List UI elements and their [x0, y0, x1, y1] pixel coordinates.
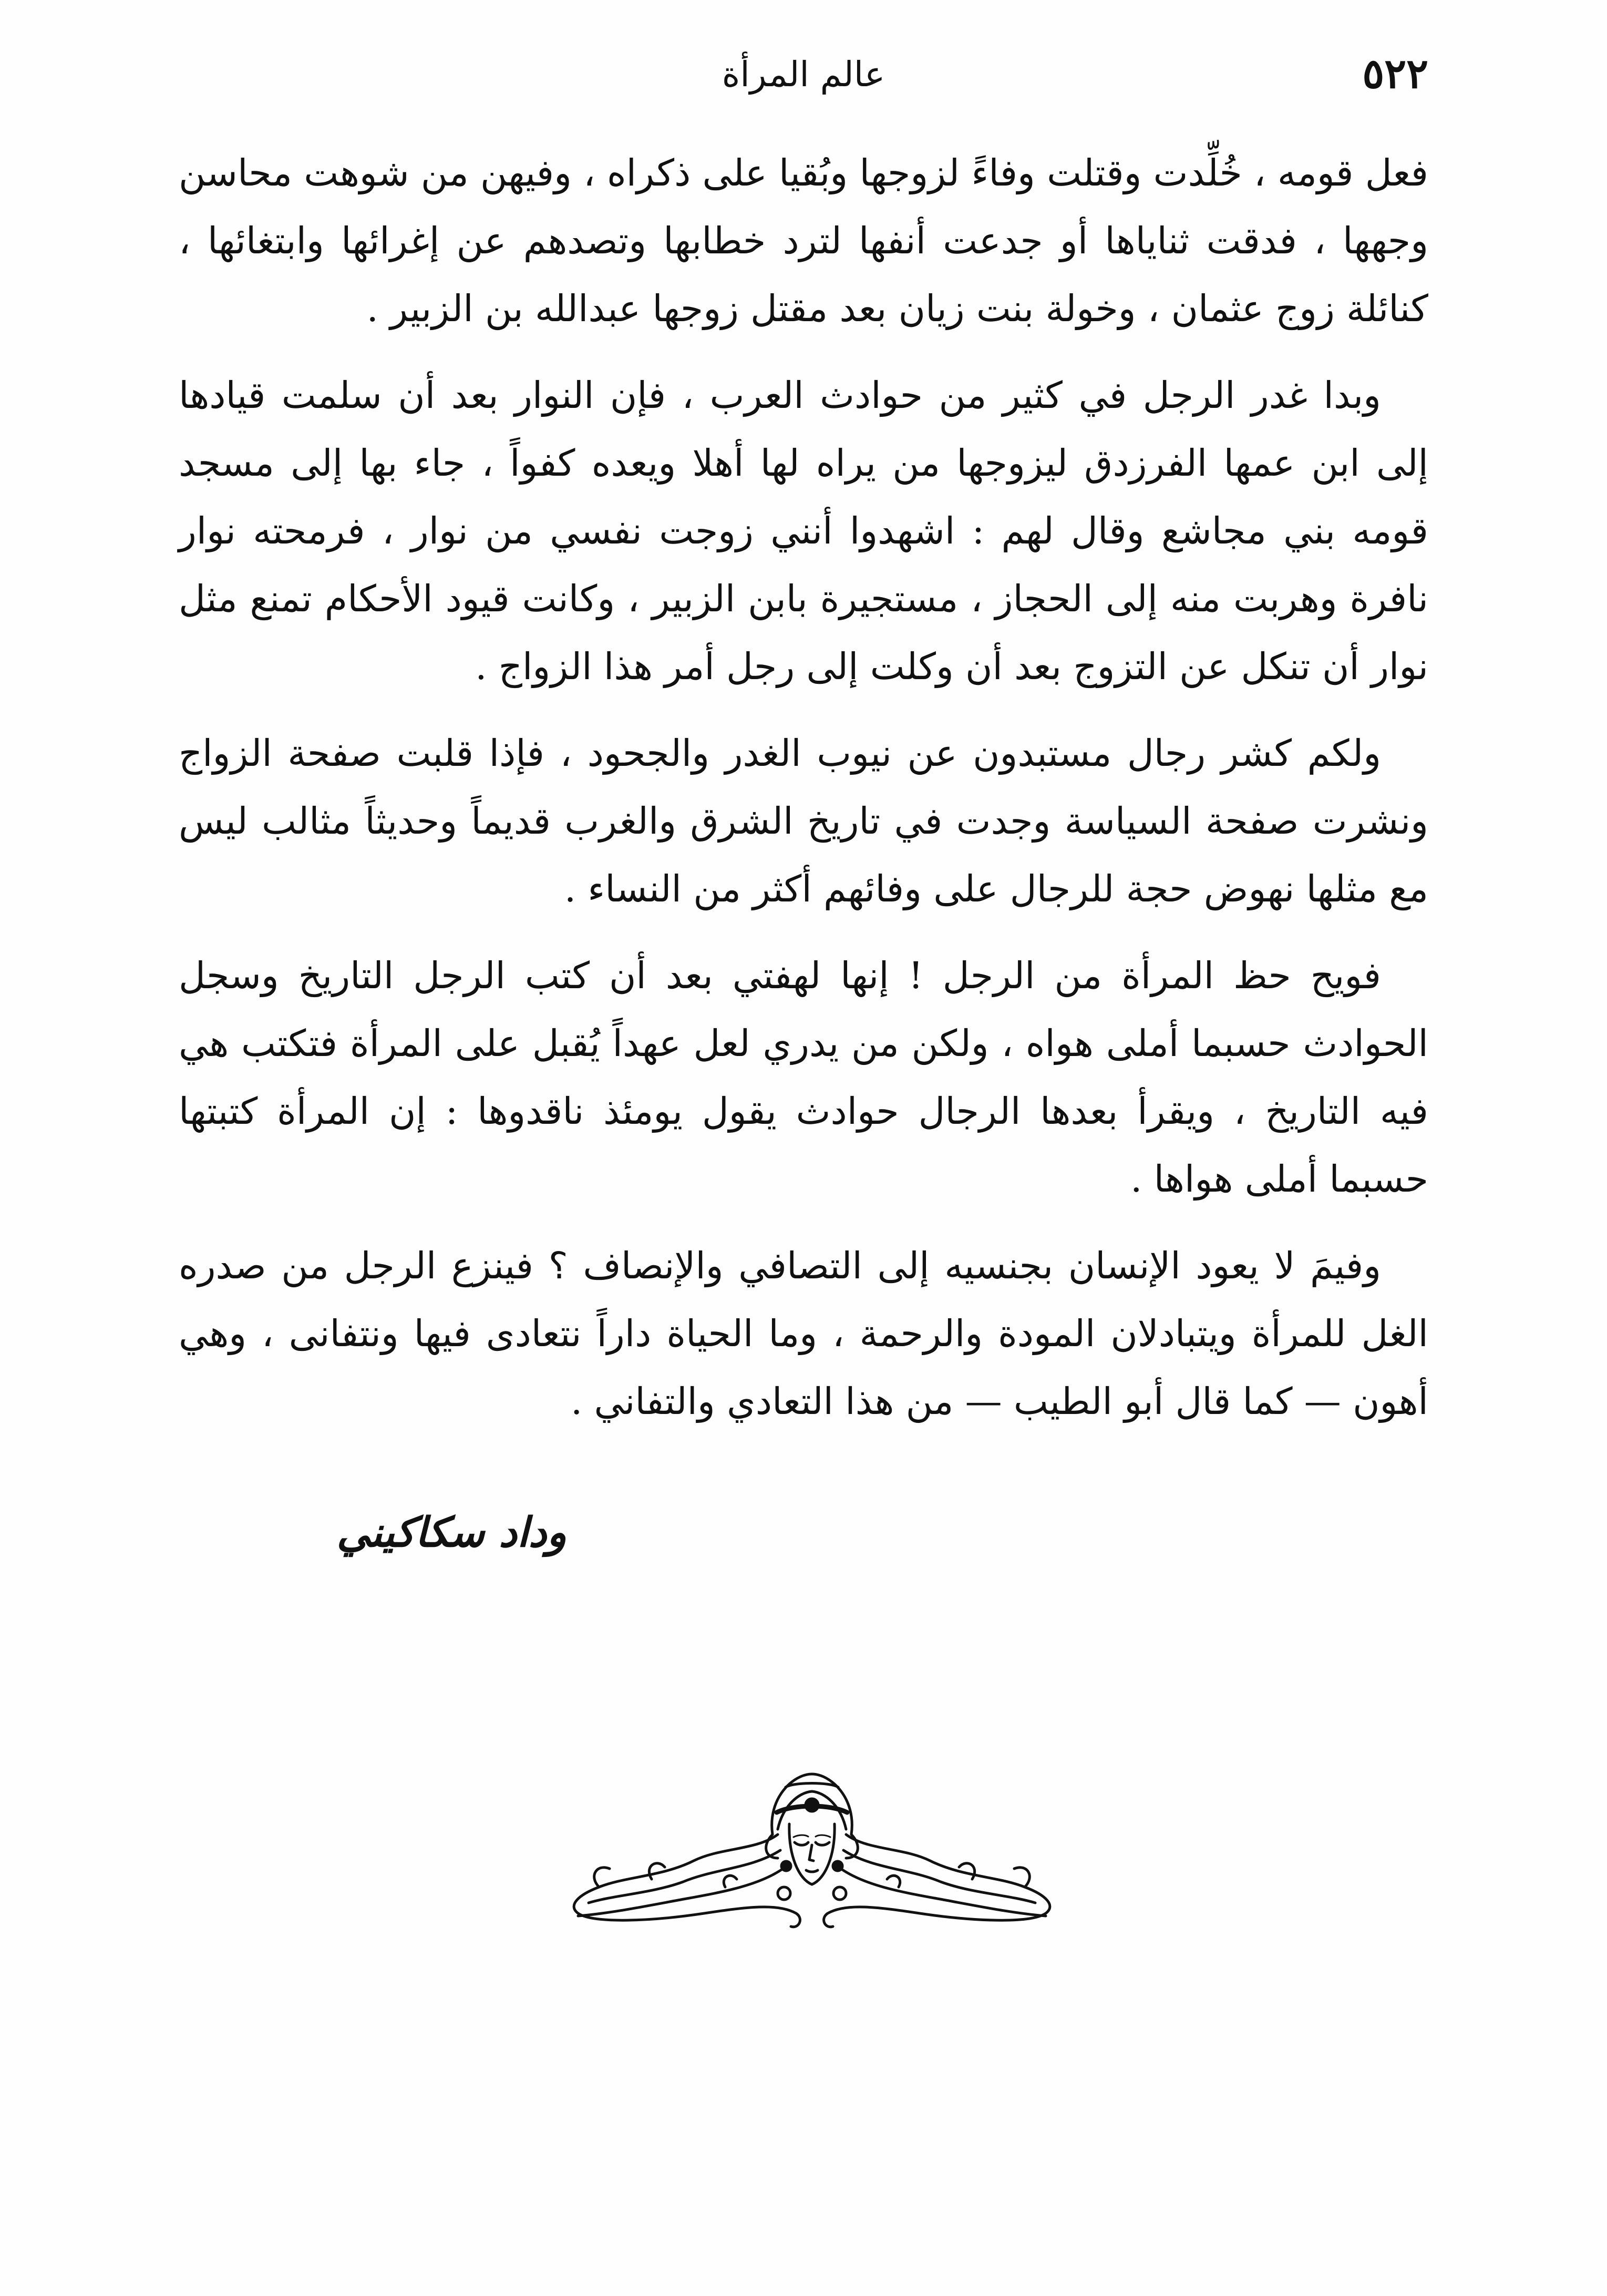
woman-face-vignette-icon — [547, 1756, 1077, 1934]
paragraph: فويح حظ المرأة من الرجل ! إنها لهفتي بعد أن كتب الرجل التاريخ وسجل الحوادث حسبما أملى هواه ، ولكن من يدري لعل عهداً يُقبل على المرأة فتكتب هي فيه التاريخ ، ويقرأ بعدها الرجال حوادث يقول يومئذ ناقدوها : إن المرأة كتبتها حسبما أملى هواها . — [179, 954, 1428, 1201]
page-number: ٥٢٢ — [1362, 50, 1428, 98]
paragraph: وبدا غدر الرجل في كثير من حوادث العرب ، فإن النوار بعد أن سلمت قيادها إلى ابن عمها الفرزدق ليزوجها من يراه لها أهلا ويعده كفواً ، جاء بها إلى مسجد قومه بني مجاشع وقال لهم : اشهدوا أنني زوجت نفسي من نوار ، فرمحته نوار نافرة وهربت منه إلى الحجاز ، مستجيرة بابن الزبير ، وكانت قيود الأحكام تمنع مثل نوار أن تنكل عن التزوج بعد أن وكلت إلى رجل أمر هذا الزواج . — [179, 374, 1429, 688]
body-text — [179, 139, 1428, 1436]
paragraph: وفيمَ لا يعود الإنسان بجنسيه إلى التصافي والإنصاف ؟ فينزع الرجل من صدره الغل للمرأة ويتبادلان المودة والرحمة ، وما الحياة داراً نتعادى فيها ونتفانى ، وهي أهون — كما قال أبو الطيب — من هذا التعادي والتفاني . — [179, 1244, 1428, 1423]
running-head — [179, 50, 1428, 108]
running-title: عالم المرأة — [722, 54, 885, 95]
paragraph: ولكم كشر رجال مستبدون عن نيوب الغدر والجحود ، فإذا قلبت صفحة الزواج ونشرت صفحة السياسة وجدت في تاريخ الشرق والغرب قديماً وحديثاً مثالب ليس مع مثلها نهوض حجة للرجال على وفائهم أكثر من النساء . — [179, 732, 1428, 910]
author-signature: وداد سكاكيني — [336, 1509, 566, 1556]
paragraph: فعل قومه ، خُلِّدت وقتلت وفاءً لزوجها وبُقيا على ذكراه ، وفيهن من شوهت محاسن وجهها ، فدقت ثناياها أو جدعت أنفها لترد خطابها وتصدهم عن إغرائها وابتغائها ، كنائلة زوج عثمان ، وخولة بنت زيان بعد مقتل زوجها عبدالله بن الزبير . — [179, 151, 1428, 330]
